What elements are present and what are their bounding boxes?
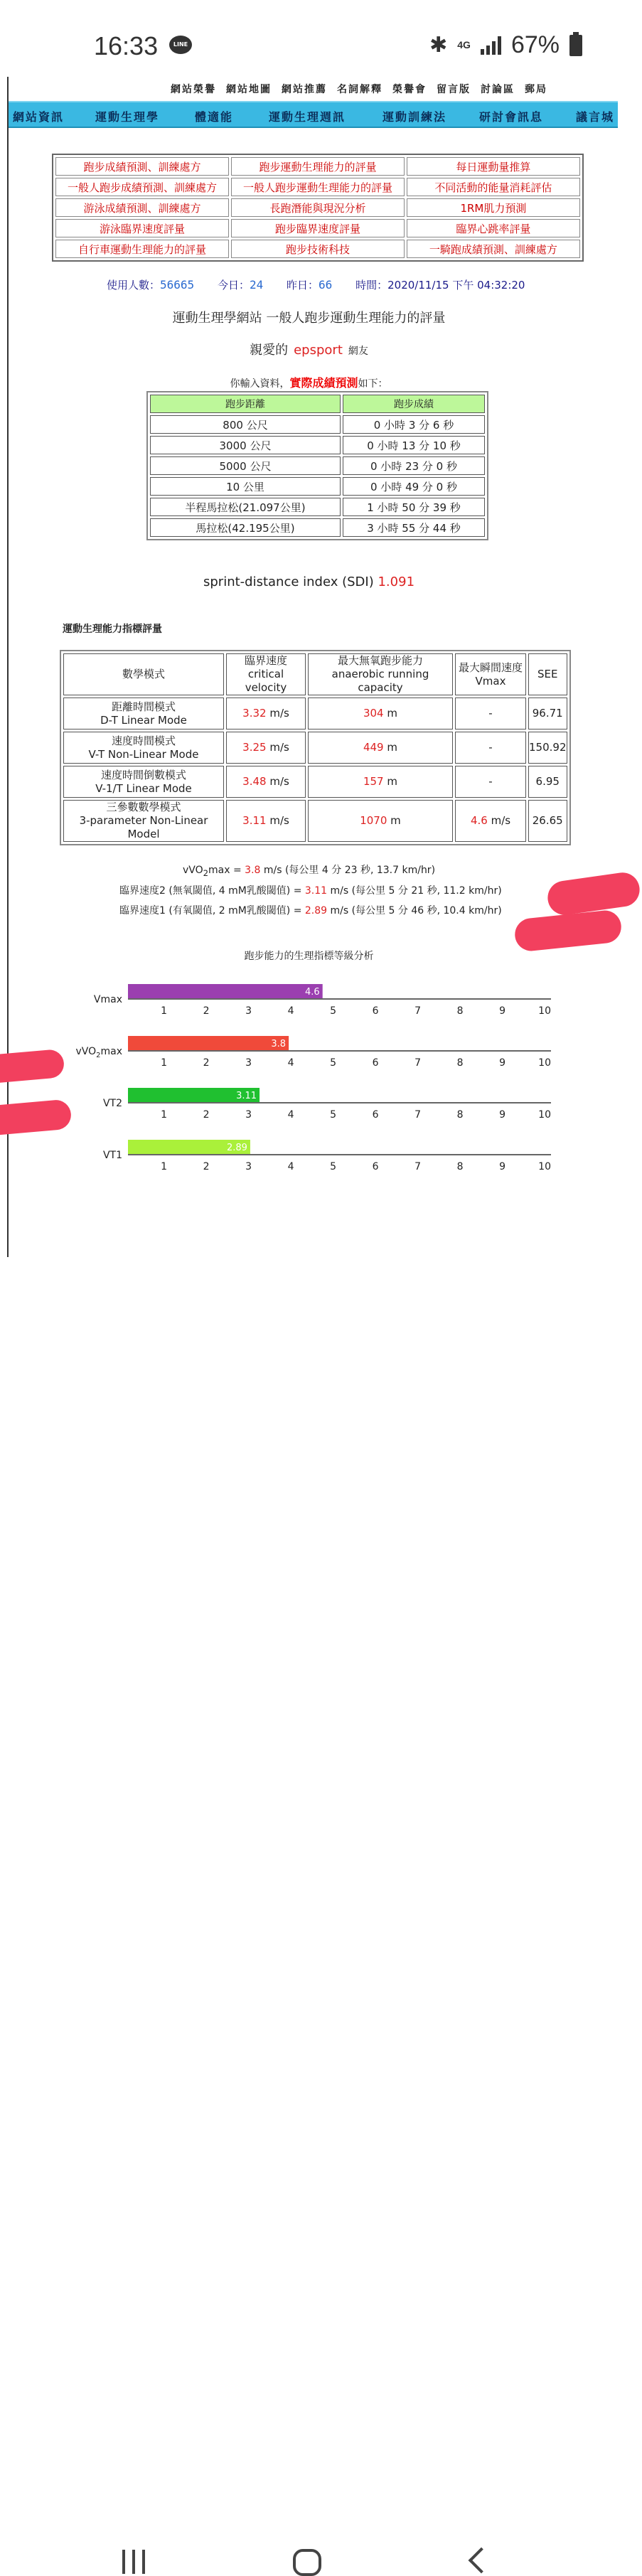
table-header: SEE bbox=[528, 653, 567, 695]
table-row bbox=[63, 698, 567, 729]
tick-label: 4 bbox=[287, 1109, 294, 1121]
battery-percent: 67% bbox=[510, 31, 560, 58]
server-time: 2020/11/15 下午 04:32:20 bbox=[387, 279, 525, 292]
tick-label: 1 bbox=[161, 1057, 168, 1069]
greeting-user: epsport bbox=[294, 343, 343, 358]
intro-prefix: 你輸入資料， bbox=[230, 378, 290, 390]
nav-item[interactable]: 運動生理週訊 bbox=[269, 110, 346, 124]
link-item[interactable]: 一般人跑步成績預測、訓練處方 bbox=[55, 178, 229, 196]
table-cell: 1 小時 50 分 39 秒 bbox=[343, 498, 485, 516]
see-cell: 96.71 bbox=[528, 698, 567, 729]
nav-bar bbox=[9, 101, 618, 128]
yesterday-label: 昨日： bbox=[287, 279, 319, 292]
table-cell: 800 公尺 bbox=[150, 415, 341, 434]
arc-cell: 1070 m bbox=[308, 800, 453, 842]
tick-label: 5 bbox=[330, 1057, 337, 1069]
arc-cell: 304 m bbox=[308, 698, 453, 729]
bar-value-label: 2.89 bbox=[227, 1143, 247, 1153]
top-menu bbox=[171, 82, 557, 96]
top-menu-item[interactable]: 郵局 bbox=[525, 84, 547, 95]
category-label: Vmax bbox=[93, 994, 122, 1005]
table-cell: 5000 公尺 bbox=[150, 456, 341, 475]
grade-chart bbox=[75, 973, 569, 1186]
tick-label: 8 bbox=[456, 1005, 464, 1017]
tick-label: 4 bbox=[287, 1005, 294, 1017]
vmax-cell: - bbox=[455, 766, 526, 798]
tick-label: 3 bbox=[245, 1161, 252, 1172]
model-table bbox=[60, 650, 571, 845]
model-name: 距離時間模式 D-T Linear Mode bbox=[63, 698, 224, 729]
tick-label: 1 bbox=[161, 1005, 168, 1017]
home-icon[interactable] bbox=[293, 2549, 321, 2576]
bar-vmax bbox=[128, 984, 323, 998]
tick-label: 10 bbox=[538, 1057, 551, 1069]
chart-title: 跑步能力的生理指標等級分析 bbox=[244, 951, 374, 962]
link-item[interactable]: 跑步成績預測、訓練處方 bbox=[55, 157, 229, 176]
link-item[interactable]: 長跑潛能與現況分析 bbox=[231, 198, 405, 217]
tick-label: 7 bbox=[414, 1161, 422, 1172]
table-row bbox=[150, 415, 485, 434]
table-row bbox=[150, 456, 485, 475]
link-item[interactable]: 自行車運動生理能力的評量 bbox=[55, 240, 229, 258]
vt2-line: 臨界速度2 (無氧閾值, 4 mM乳酸閾值) = 3.11 m/s (每公里 5 分 21 秒, 11.2 km/hr) bbox=[119, 885, 502, 897]
sdi-label: sprint-distance index (SDI) bbox=[203, 574, 374, 589]
tick-label: 8 bbox=[456, 1161, 464, 1172]
visitor-stats bbox=[107, 277, 525, 292]
redaction-mark bbox=[513, 909, 623, 952]
system-nav-bar bbox=[0, 1257, 618, 1339]
table-row bbox=[63, 766, 567, 798]
tick-label: 5 bbox=[330, 1005, 337, 1017]
line-app-icon: LINE bbox=[169, 36, 192, 54]
bar-value-label: 3.8 bbox=[271, 1039, 287, 1049]
table-cell: 半程馬拉松(21.097公里) bbox=[150, 498, 341, 516]
today-count: 24 bbox=[249, 278, 264, 292]
table-cell: 馬拉松(42.195公里) bbox=[150, 518, 341, 537]
section-title: 運動生理能力指標評量 bbox=[63, 624, 162, 635]
table-row bbox=[150, 477, 485, 496]
intro-text bbox=[0, 374, 618, 390]
tick-label: 9 bbox=[499, 1161, 506, 1172]
top-menu-item[interactable]: 留言版 bbox=[437, 84, 471, 95]
cv-cell: 3.32 m/s bbox=[226, 698, 306, 729]
bar-value-label: 3.11 bbox=[236, 1091, 257, 1101]
status-time: 16:33 bbox=[94, 31, 159, 60]
tick-label: 9 bbox=[499, 1109, 506, 1121]
table-cell: 0 小時 49 分 0 秒 bbox=[343, 477, 485, 496]
top-menu-item[interactable]: 網站榮譽 bbox=[171, 84, 216, 95]
tick-label: 2 bbox=[203, 1161, 210, 1172]
tick-label: 10 bbox=[538, 1161, 551, 1172]
users-count: 56665 bbox=[160, 278, 195, 292]
vmax-cell: - bbox=[455, 698, 526, 729]
tick-label: 9 bbox=[499, 1057, 506, 1069]
table-row bbox=[63, 732, 567, 764]
tick-label: 6 bbox=[372, 1109, 379, 1121]
table-cell: 0 小時 3 分 6 秒 bbox=[343, 415, 485, 434]
nav-item[interactable]: 議言城 bbox=[576, 110, 615, 124]
tick-label: 10 bbox=[538, 1005, 551, 1017]
link-item[interactable]: 不同活動的能量消耗評估 bbox=[407, 178, 580, 196]
tick-label: 3 bbox=[245, 1005, 252, 1017]
bar-vvo2max bbox=[128, 1036, 289, 1050]
cv-cell: 3.48 m/s bbox=[226, 766, 306, 798]
top-menu-item[interactable]: 名詞解釋 bbox=[337, 84, 382, 95]
recent-apps-icon[interactable] bbox=[122, 2550, 145, 2574]
table-row bbox=[150, 436, 485, 454]
users-label: 使用人數： bbox=[107, 279, 161, 292]
table-row bbox=[150, 518, 485, 537]
link-item[interactable]: 跑步技術科技 bbox=[231, 240, 405, 258]
vmax-cell: 4.6 m/s bbox=[455, 800, 526, 842]
category-label: VT2 bbox=[102, 1098, 122, 1109]
tick-label: 7 bbox=[414, 1057, 422, 1069]
web-page bbox=[0, 77, 618, 1257]
see-cell: 150.92 bbox=[528, 732, 567, 764]
vo2max-line: vVO$_2$max = 3.8 m/s (每公里 4 分 23 秒, 13.7 km/hr) bbox=[182, 865, 436, 878]
signal-icon bbox=[481, 36, 501, 55]
time-label: 時間： bbox=[355, 279, 388, 292]
table-cell: 10 公里 bbox=[150, 477, 341, 496]
greeting-suffix: 網友 bbox=[348, 346, 368, 357]
nav-item[interactable]: 體適能 bbox=[195, 110, 234, 124]
tick-label: 3 bbox=[245, 1109, 252, 1121]
tick-label: 8 bbox=[456, 1057, 464, 1069]
see-cell: 6.95 bbox=[528, 766, 567, 798]
tick-label: 4 bbox=[287, 1057, 294, 1069]
top-menu-item[interactable]: 網站地圖 bbox=[226, 84, 272, 95]
nav-item[interactable]: 運動生理學 bbox=[95, 110, 160, 124]
sdi-value: 1.091 bbox=[378, 574, 415, 589]
redaction-mark bbox=[0, 1099, 73, 1136]
top-menu-item[interactable]: 榮譽會 bbox=[392, 84, 427, 95]
link-item[interactable]: 跑步運動生理能力的評量 bbox=[231, 157, 405, 176]
arc-cell: 157 m bbox=[308, 766, 453, 798]
table-header: 臨界速度 critical velocity bbox=[226, 653, 306, 695]
sdi-line bbox=[0, 574, 618, 589]
tick-label: 10 bbox=[538, 1109, 551, 1121]
link-item[interactable]: 1RM肌力預測 bbox=[407, 198, 580, 217]
tick-label: 6 bbox=[372, 1161, 379, 1172]
nav-item[interactable]: 運動訓練法 bbox=[382, 110, 447, 124]
link-item[interactable]: 一般人跑步運動生理能力的評量 bbox=[231, 178, 405, 196]
table-header: 最大無氧跑步能力 anaerobic running capacity bbox=[308, 653, 453, 695]
tick-label: 7 bbox=[414, 1109, 422, 1121]
tick-label: 8 bbox=[456, 1109, 464, 1121]
bluetooth-icon: ✱ bbox=[429, 33, 448, 57]
link-item[interactable]: 一騎跑成績預測、訓練處方 bbox=[407, 240, 580, 258]
table-row bbox=[150, 498, 485, 516]
network-type-icon: 4G bbox=[457, 39, 471, 50]
vt1-line: 臨界速度1 (有氧閾值, 2 mM乳酸閾值) = 2.89 m/s (每公里 5 分 46 秒, 10.4 km/hr) bbox=[119, 905, 502, 916]
today-label: 今日： bbox=[217, 279, 250, 292]
table-cell: 0 小時 13 分 10 秒 bbox=[343, 436, 485, 454]
table-cell: 0 小時 23 分 0 秒 bbox=[343, 456, 485, 475]
nav-item[interactable]: 網站資訊 bbox=[13, 110, 65, 124]
link-item[interactable]: 跑步臨界速度評量 bbox=[231, 219, 405, 237]
greeting bbox=[0, 340, 618, 358]
page-title: 運動生理學網站 一般人跑步運動生理能力的評量 bbox=[172, 311, 446, 326]
model-name: 速度時間倒數模式 V-1/T Linear Mode bbox=[63, 766, 224, 798]
table-header: 跑步距離 bbox=[150, 395, 341, 413]
tick-label: 2 bbox=[203, 1005, 210, 1017]
table-row bbox=[63, 800, 567, 842]
model-name: 速度時間模式 V-T Non-Linear Mode bbox=[63, 732, 224, 764]
intro-emphasis: 實際成績預測 bbox=[289, 376, 358, 390]
link-item[interactable]: 游泳臨界速度評量 bbox=[55, 219, 229, 237]
tick-label: 2 bbox=[203, 1057, 210, 1069]
battery-icon bbox=[569, 35, 582, 56]
arc-cell: 449 m bbox=[308, 732, 453, 764]
tick-label: 1 bbox=[161, 1109, 168, 1121]
table-header: 數學模式 bbox=[63, 653, 224, 695]
nav-item[interactable]: 研討會訊息 bbox=[479, 110, 544, 124]
bar-value-label: 4.6 bbox=[305, 987, 320, 998]
tick-label: 6 bbox=[372, 1005, 379, 1017]
category-label: VT1 bbox=[102, 1150, 122, 1161]
see-cell: 26.65 bbox=[528, 800, 567, 842]
table-header: 最大瞬間速度 Vmax bbox=[455, 653, 526, 695]
performance-table bbox=[146, 391, 488, 540]
top-menu-item[interactable]: 討論區 bbox=[481, 84, 515, 95]
table-cell: 3 小時 55 分 44 秒 bbox=[343, 518, 485, 537]
tick-label: 9 bbox=[499, 1005, 506, 1017]
tick-label: 2 bbox=[203, 1109, 210, 1121]
link-item[interactable]: 臨界心跳率評量 bbox=[407, 219, 580, 237]
tick-label: 6 bbox=[372, 1057, 379, 1069]
category-label: vVO$_2$max bbox=[75, 1046, 122, 1059]
tick-label: 4 bbox=[287, 1161, 294, 1172]
tick-label: 7 bbox=[414, 1005, 422, 1017]
model-name: 三參數數學模式 3-parameter Non-Linear Model bbox=[63, 800, 224, 842]
link-grid bbox=[52, 154, 584, 262]
table-cell: 3000 公尺 bbox=[150, 436, 341, 454]
greeting-prefix: 親愛的 bbox=[250, 343, 289, 358]
intro-suffix: 如下： bbox=[358, 378, 388, 390]
back-icon[interactable] bbox=[469, 2548, 495, 2574]
cv-cell: 3.25 m/s bbox=[226, 732, 306, 764]
tick-label: 5 bbox=[330, 1161, 337, 1172]
link-item[interactable]: 每日運動量推算 bbox=[407, 157, 580, 176]
tick-label: 3 bbox=[245, 1057, 252, 1069]
yesterday-count: 66 bbox=[319, 278, 333, 292]
link-item[interactable]: 游泳成績預測、訓練處方 bbox=[55, 198, 229, 217]
redaction-mark bbox=[0, 1049, 65, 1084]
table-header: 跑步成績 bbox=[343, 395, 485, 413]
tick-label: 5 bbox=[330, 1109, 337, 1121]
cv-cell: 3.11 m/s bbox=[226, 800, 306, 842]
vmax-cell: - bbox=[455, 732, 526, 764]
top-menu-item[interactable]: 網站推薦 bbox=[282, 84, 327, 95]
tick-label: 1 bbox=[161, 1161, 168, 1172]
